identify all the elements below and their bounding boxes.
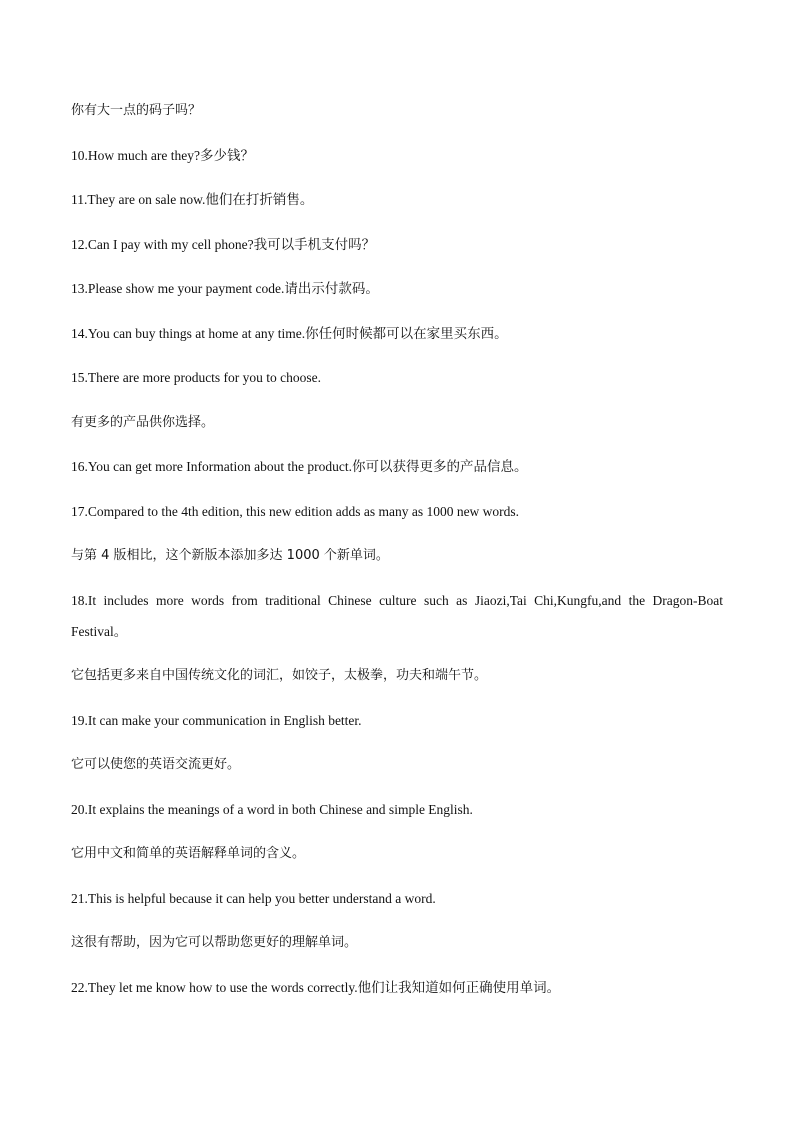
- text-line-size-question: 你有大一点的码子吗？: [71, 103, 202, 118]
- text-line-13: 13.Please show me your payment code.请出示付款码。: [71, 281, 379, 296]
- text-line-20: 20.It explains the meanings of a word in both Chinese and simple English.: [71, 802, 473, 817]
- text-line-15-translation: 有更多的产品供你选择。: [71, 415, 215, 430]
- text-line-17: 17.Compared to the 4th edition, this new edition adds as many as 1000 new words.: [71, 504, 520, 519]
- text-line-18-continued: Festival。: [71, 624, 128, 639]
- text-line-17-translation: 与第 4 版相比，这个新版本添加多达 1000 个新单词。: [71, 548, 389, 563]
- text-line-20-translation: 它用中文和简单的英语解释单词的含义。: [71, 846, 306, 861]
- text-line-14: 14.You can buy things at home at any time.你任何时候都可以在家里买东西。: [71, 326, 508, 341]
- text-line-18-translation: 它包括更多来自中国传统文化的词汇，如饺子，太极拳，功夫和端午节。: [71, 668, 488, 683]
- text-line-21: 21.This is helpful because it can help you better understand a word.: [71, 891, 436, 906]
- text-line-10: 10.How much are they?多少钱？: [71, 148, 254, 163]
- text-line-11: 11.They are on sale now.他们在打折销售。: [71, 192, 314, 207]
- text-line-22: 22.They let me know how to use the words correctly.他们让我知道如何正确使用单词。: [71, 980, 561, 995]
- text-line-16: 16.You can get more Information about the product.你可以获得更多的产品信息。: [71, 459, 528, 474]
- text-line-12: 12.Can I pay with my cell phone?我可以手机支付吗？: [71, 237, 376, 252]
- text-line-21-translation: 这很有帮助，因为它可以帮助您更好的理解单词。: [71, 935, 358, 950]
- text-line-15: 15.There are more products for you to choose.: [71, 370, 322, 385]
- text-line-19: 19.It can make your communication in English better.: [71, 713, 362, 728]
- text-line-18: 18.It includes more words from traditional Chinese culture such as Jiaozi,Tai Chi,Kungfu,and the Dragon-Boat: [71, 593, 723, 608]
- text-line-19-translation: 它可以使您的英语交流更好。: [71, 757, 241, 772]
